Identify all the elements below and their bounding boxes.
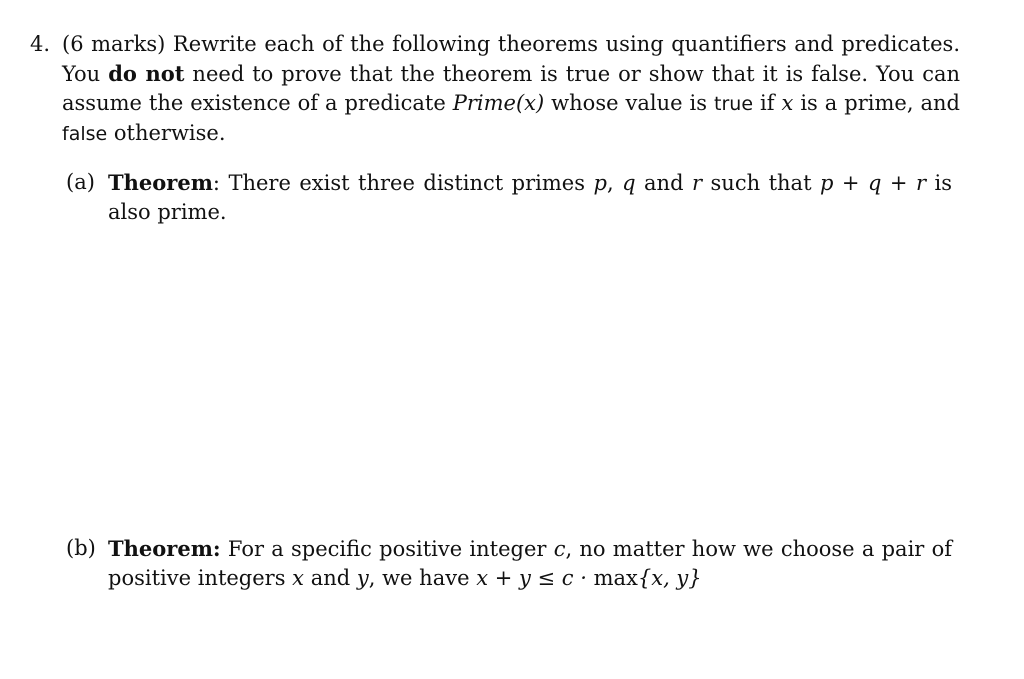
part-a-comma: , — [606, 171, 623, 195]
part-a — [62, 168, 952, 227]
var-c: c — [553, 537, 566, 561]
false-keyword: false — [62, 123, 108, 145]
intro-text-4: if — [753, 91, 782, 115]
var-x: x — [292, 566, 305, 590]
answer-space-a[interactable] — [62, 230, 952, 520]
inequality-expression: x + y ≤ c · — [476, 566, 594, 590]
part-a-label: (a) — [66, 170, 95, 194]
predicate-name: Prime — [452, 91, 516, 115]
question-instructions — [62, 30, 960, 149]
intro-text-1: Rewrite each of the following theorems using quantifiers and predicates. You — [62, 32, 960, 86]
part-b — [62, 534, 952, 593]
part-a-and: and — [635, 171, 692, 195]
var-r: r — [692, 171, 703, 195]
x-variable: x — [781, 91, 794, 115]
question-number: 4. — [30, 32, 51, 56]
predicate-argument: (x) — [515, 91, 545, 115]
part-a-text-3: is also prime. — [108, 171, 953, 224]
part-a-text-1: There exist three distinct primes — [220, 171, 594, 195]
part-a-theorem — [108, 168, 952, 227]
true-keyword: true — [714, 93, 754, 115]
intro-text-5: is a prime, and — [793, 91, 960, 115]
question-4 — [30, 30, 960, 149]
var-q: q — [622, 171, 636, 195]
part-b-text-3: , we have — [368, 566, 477, 590]
intro-text-6: otherwise. — [107, 121, 226, 145]
do-not-emphasis: do not — [108, 61, 185, 86]
part-b-label: (b) — [66, 536, 96, 560]
max-operator: max — [593, 566, 638, 590]
var-y: y — [356, 566, 369, 590]
part-a-colon: : — [212, 171, 220, 195]
sum-expression: p + q + r — [820, 171, 927, 195]
intro-text-3: whose value is — [544, 91, 715, 115]
part-b-and: and — [304, 566, 357, 590]
part-b-theorem — [108, 534, 952, 593]
var-p: p — [593, 171, 607, 195]
intro-text-2: need to prove that the theorem is true or show that it is false. You can assume the existence of a predicate — [62, 62, 961, 115]
part-a-heading: Theorem — [108, 170, 213, 195]
question-marks: (6 marks) — [62, 32, 166, 56]
part-b-heading: Theorem: — [108, 536, 221, 561]
max-arguments: {x, y} — [637, 566, 702, 590]
part-b-text-1: For a specific positive integer — [220, 537, 554, 561]
part-a-text-2: such that — [702, 171, 820, 195]
part-b-text-2: , no matter how we choose a pair of positive integers — [108, 537, 952, 590]
